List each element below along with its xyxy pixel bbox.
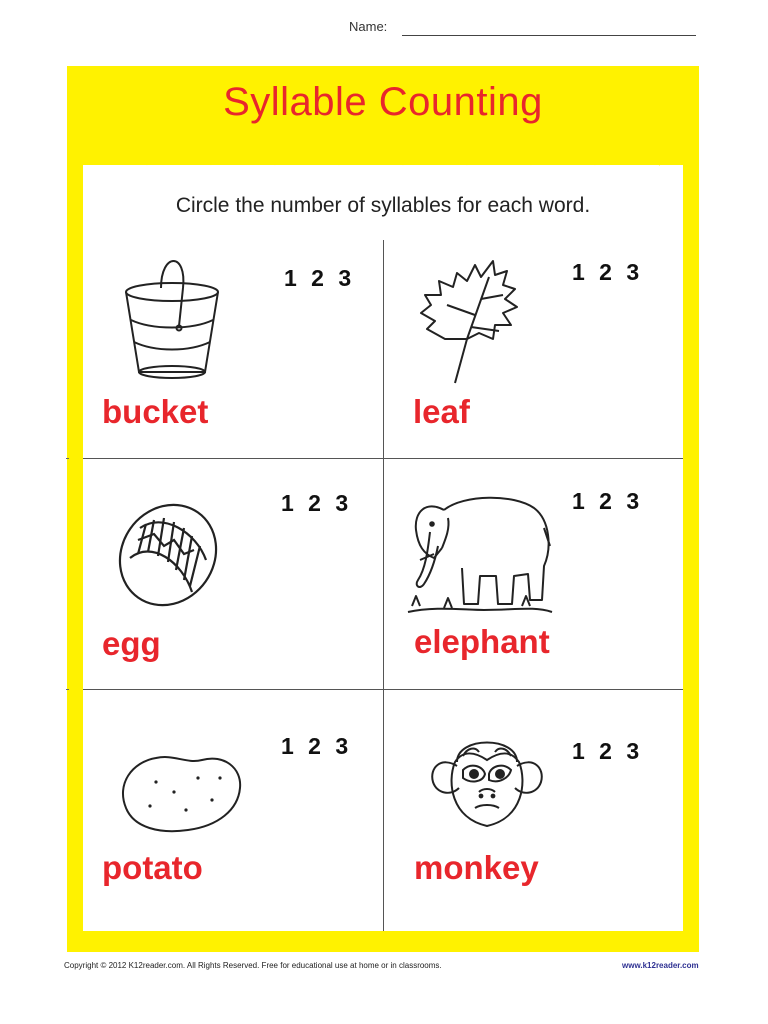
copyright-notice: Copyright © 2012 K12reader.com. All Rights Reserved. Free for educational use at home or in classrooms. — [64, 961, 442, 970]
syllable-options[interactable]: 1 2 3 — [281, 733, 353, 759]
monkey-icon — [427, 722, 547, 837]
page-title: Syllable Counting — [223, 80, 543, 124]
bucket-icon — [117, 250, 227, 385]
syllable-options[interactable]: 1 2 3 — [572, 259, 644, 285]
name-line — [402, 35, 696, 36]
word-label: egg — [102, 625, 161, 662]
grid-divider-row-1 — [83, 458, 683, 459]
syllable-options[interactable]: 1 2 3 — [281, 490, 353, 516]
grid-divider-row-2 — [83, 689, 683, 690]
website-link[interactable]: www.k12reader.com — [622, 961, 699, 970]
word-label: elephant — [414, 623, 550, 660]
syllable-options[interactable]: 1 2 3 — [284, 265, 356, 291]
word-label: monkey — [414, 849, 539, 886]
instructions: Circle the number of syllables for each word. — [175, 194, 591, 217]
syllable-options[interactable]: 1 2 3 — [572, 738, 644, 764]
word-label: bucket — [102, 393, 209, 430]
grid-divider-vertical — [383, 240, 384, 931]
egg-icon — [118, 500, 218, 610]
potato-icon — [116, 748, 246, 838]
margin-tick — [66, 458, 69, 459]
leaf-icon — [415, 255, 525, 390]
word-label: potato — [102, 849, 203, 886]
elephant-icon — [404, 488, 554, 618]
name-label: Name: — [349, 19, 388, 34]
word-label: leaf — [413, 393, 470, 430]
syllable-options[interactable]: 1 2 3 — [572, 488, 644, 514]
margin-tick — [66, 689, 69, 690]
scallop-border — [67, 130, 699, 170]
